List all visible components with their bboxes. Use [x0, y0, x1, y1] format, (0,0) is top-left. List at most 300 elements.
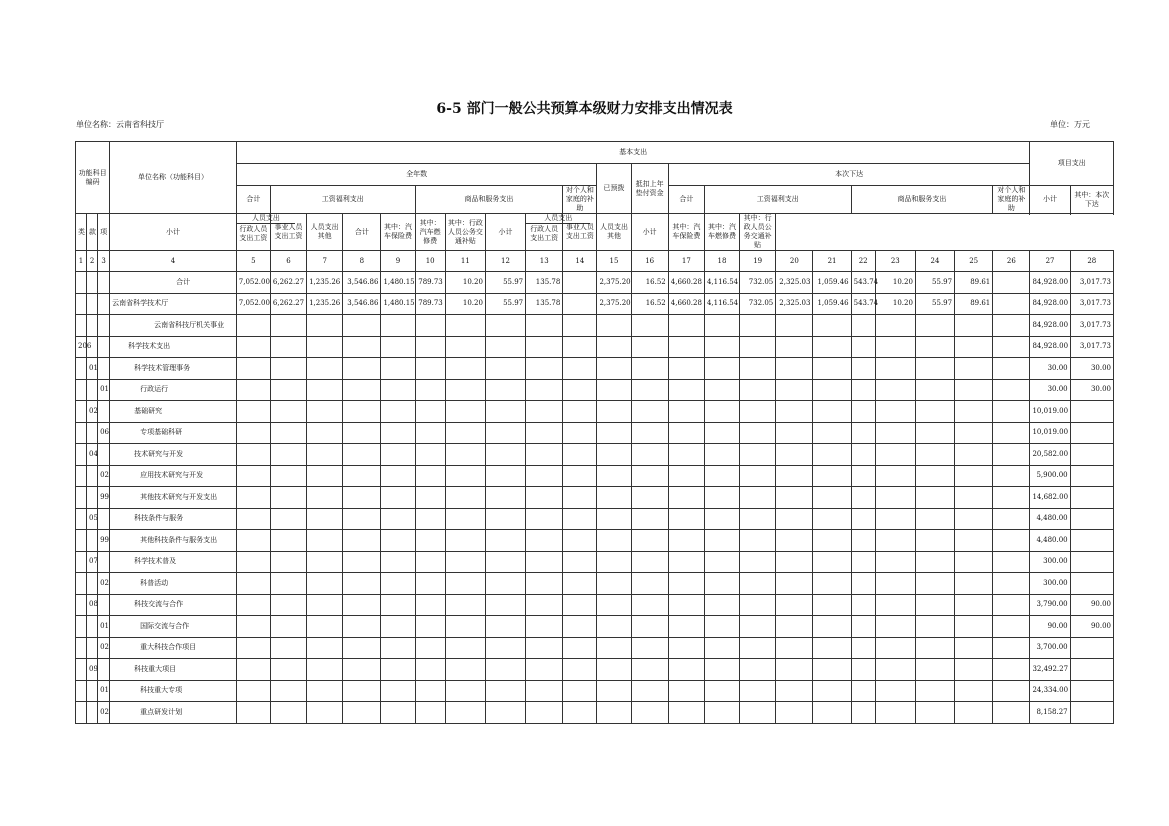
- value-cell: [631, 508, 668, 530]
- value-cell: [307, 315, 343, 337]
- value-cell: [915, 659, 954, 681]
- value-cell: [813, 637, 851, 659]
- value-cell: [445, 637, 485, 659]
- value-cell: [851, 508, 875, 530]
- value-cell: [631, 401, 668, 423]
- value-cell: [875, 659, 915, 681]
- code-xiang-cell: [98, 336, 110, 358]
- index-cell: 10: [415, 251, 445, 272]
- index-cell: 23: [875, 251, 915, 272]
- value-cell: [915, 530, 954, 552]
- value-cell: [740, 530, 776, 552]
- value-cell: [563, 358, 597, 380]
- value-cell: [955, 573, 993, 595]
- value-cell: [563, 530, 597, 552]
- value-cell: [445, 336, 485, 358]
- value-cell: [307, 422, 343, 444]
- value-cell: [776, 530, 813, 552]
- unit-name-cell: 科技交流与合作: [110, 594, 237, 616]
- code-kuan-cell: [87, 315, 98, 337]
- value-cell: [631, 422, 668, 444]
- value-cell: [236, 336, 270, 358]
- index-cell: 8: [343, 251, 381, 272]
- value-cell: [445, 551, 485, 573]
- value-cell: [1070, 551, 1113, 573]
- value-cell: [851, 637, 875, 659]
- value-cell: [415, 637, 445, 659]
- value-cell: [485, 465, 525, 487]
- value-cell: [343, 508, 381, 530]
- value-cell: [381, 573, 415, 595]
- value-cell: [813, 659, 851, 681]
- value-cell: [415, 659, 445, 681]
- value-cell: [307, 487, 343, 509]
- value-cell: [381, 444, 415, 466]
- value-cell: [740, 487, 776, 509]
- value-cell: [955, 336, 993, 358]
- unit-name-cell: 技术研究与开发: [110, 444, 237, 466]
- value-cell: [993, 680, 1030, 702]
- value-cell: [415, 487, 445, 509]
- value-cell: [631, 487, 668, 509]
- unit-name-cell: 合计: [110, 272, 237, 294]
- code-kuan-cell: [87, 530, 98, 552]
- value-cell: [343, 444, 381, 466]
- value-cell: 55.97: [485, 293, 525, 315]
- value-cell: [236, 487, 270, 509]
- value-cell: 84,928.00: [1030, 336, 1070, 358]
- value-cell: [236, 444, 270, 466]
- index-cell: 7: [307, 251, 343, 272]
- value-cell: [631, 637, 668, 659]
- value-cell: [993, 659, 1030, 681]
- value-cell: [597, 358, 631, 380]
- value-cell: [597, 508, 631, 530]
- value-cell: 90.00: [1070, 616, 1113, 638]
- value-cell: [563, 444, 597, 466]
- value-cell: [343, 422, 381, 444]
- value-cell: [955, 487, 993, 509]
- code-xiang-cell: 99: [98, 487, 110, 509]
- unit-col-header: 单位名称（功能科目）: [110, 142, 237, 214]
- value-cell: [270, 680, 306, 702]
- value-cell: [668, 551, 704, 573]
- value-cell: 2,325.03: [776, 293, 813, 315]
- value-cell: [307, 702, 343, 724]
- unit-name-cell: 其他技术研究与开发支出: [110, 487, 237, 509]
- value-cell: [597, 487, 631, 509]
- unit-name-cell: 科技重大项目: [110, 659, 237, 681]
- code-kuan-cell: 07: [87, 551, 98, 573]
- fy-total-header: 合计: [236, 186, 270, 214]
- table-row: [76, 573, 1114, 595]
- value-cell: [236, 315, 270, 337]
- value-cell: [993, 594, 1030, 616]
- code-xiang-cell: 01: [98, 680, 110, 702]
- value-cell: 10,019.00: [1030, 422, 1070, 444]
- value-cell: [381, 551, 415, 573]
- unit-name-cell: 应用技术研究与开发: [110, 465, 237, 487]
- value-cell: 300.00: [1030, 573, 1070, 595]
- value-cell: 3,017.73: [1070, 293, 1113, 315]
- code-lei-cell: [76, 594, 87, 616]
- value-cell: [597, 637, 631, 659]
- value-cell: 4,480.00: [1030, 508, 1070, 530]
- tt-goods-header: 商品和服务支出: [851, 186, 993, 214]
- value-cell: [813, 702, 851, 724]
- value-cell: 55.97: [915, 293, 954, 315]
- value-cell: [740, 659, 776, 681]
- index-cell: 16: [631, 251, 668, 272]
- value-cell: [704, 659, 739, 681]
- value-cell: [813, 379, 851, 401]
- value-cell: [1070, 508, 1113, 530]
- index-cell: 22: [851, 251, 875, 272]
- unit-name-cell: 科技重大专项: [110, 680, 237, 702]
- value-cell: [915, 315, 954, 337]
- value-cell: [875, 530, 915, 552]
- value-cell: [526, 487, 563, 509]
- value-cell: [776, 358, 813, 380]
- index-row: [76, 251, 1114, 272]
- code-kuan-cell: [87, 487, 98, 509]
- code-lei-cell: [76, 530, 87, 552]
- code-xiang-cell: 01: [98, 616, 110, 638]
- report-title: 6-5 部门一般公共预算本级财力安排支出情况表: [436, 101, 733, 117]
- value-cell: [993, 422, 1030, 444]
- code-kuan-cell: [87, 272, 98, 294]
- table-row: [76, 358, 1114, 380]
- unit-name-cell: 专项基础科研: [110, 422, 237, 444]
- project-this-header: 其中：本次下达: [1070, 186, 1113, 214]
- code-kuan-cell: [87, 680, 98, 702]
- value-cell: 3,017.73: [1070, 336, 1113, 358]
- value-cell: 20,582.00: [1030, 444, 1070, 466]
- value-cell: [776, 659, 813, 681]
- value-cell: [776, 637, 813, 659]
- table-row: [76, 508, 1114, 530]
- value-cell: [993, 551, 1030, 573]
- code-kuan-cell: 04: [87, 444, 98, 466]
- value-cell: [875, 616, 915, 638]
- fy-wage-subtotal-header: 小计: [110, 214, 237, 251]
- value-cell: [631, 573, 668, 595]
- value-cell: [813, 508, 851, 530]
- value-cell: [343, 637, 381, 659]
- value-cell: [381, 659, 415, 681]
- value-cell: [668, 530, 704, 552]
- value-cell: [813, 551, 851, 573]
- data-rows-body: [76, 272, 1114, 724]
- index-cell: 21: [813, 251, 851, 272]
- value-cell: [740, 379, 776, 401]
- value-cell: [236, 465, 270, 487]
- value-cell: [307, 508, 343, 530]
- value-cell: [813, 530, 851, 552]
- value-cell: [631, 315, 668, 337]
- fy-personal-header: 对个人和家庭的补助: [563, 186, 597, 214]
- code-xiang-cell: 06: [98, 422, 110, 444]
- code-xiang-cell: 02: [98, 637, 110, 659]
- value-cell: [343, 616, 381, 638]
- value-cell: [993, 444, 1030, 466]
- index-cell: 19: [740, 251, 776, 272]
- value-cell: 16.52: [631, 293, 668, 315]
- value-cell: [851, 444, 875, 466]
- value-cell: [993, 293, 1030, 315]
- value-cell: [704, 702, 739, 724]
- code-xiang-cell: [98, 444, 110, 466]
- value-cell: [563, 616, 597, 638]
- value-cell: [270, 594, 306, 616]
- code-lei-cell: [76, 422, 87, 444]
- value-cell: [307, 444, 343, 466]
- xiang-header: 项: [98, 214, 110, 251]
- value-cell: [236, 401, 270, 423]
- value-cell: 4,660.28: [668, 293, 704, 315]
- value-cell: [597, 422, 631, 444]
- index-cell: 4: [110, 251, 237, 272]
- value-cell: [955, 465, 993, 487]
- value-cell: [445, 573, 485, 595]
- table-row: [76, 680, 1114, 702]
- unit-name-cell: 科技条件与服务: [110, 508, 237, 530]
- value-cell: [668, 637, 704, 659]
- value-cell: [813, 401, 851, 423]
- value-cell: [415, 336, 445, 358]
- code-kuan-cell: 09: [87, 659, 98, 681]
- value-cell: [704, 551, 739, 573]
- value-cell: [307, 573, 343, 595]
- value-cell: [993, 336, 1030, 358]
- value-cell: [415, 530, 445, 552]
- value-cell: [445, 680, 485, 702]
- value-cell: [631, 336, 668, 358]
- value-cell: [740, 508, 776, 530]
- value-cell: [955, 659, 993, 681]
- value-cell: [597, 702, 631, 724]
- value-cell: [236, 422, 270, 444]
- value-cell: [381, 594, 415, 616]
- value-cell: [704, 444, 739, 466]
- code-xiang-cell: [98, 551, 110, 573]
- value-cell: [270, 508, 306, 530]
- value-cell: 4,116.54: [704, 293, 739, 315]
- value-cell: [875, 336, 915, 358]
- value-cell: [915, 594, 954, 616]
- value-cell: [1070, 659, 1113, 681]
- value-cell: [955, 401, 993, 423]
- value-cell: [563, 272, 597, 294]
- index-cell: 27: [1030, 251, 1070, 272]
- value-cell: [526, 573, 563, 595]
- value-cell: 1,059.46: [813, 272, 851, 294]
- value-cell: 84,928.00: [1030, 293, 1070, 315]
- value-cell: [445, 465, 485, 487]
- value-cell: [236, 508, 270, 530]
- value-cell: [813, 616, 851, 638]
- value-cell: [1070, 422, 1113, 444]
- value-cell: 3,017.73: [1070, 315, 1113, 337]
- value-cell: [704, 594, 739, 616]
- value-cell: [955, 551, 993, 573]
- code-lei-cell: [76, 573, 87, 595]
- value-cell: [740, 594, 776, 616]
- unit-name-cell: 基础研究: [110, 401, 237, 423]
- table-row: [76, 315, 1114, 337]
- value-cell: [445, 379, 485, 401]
- table-row: [76, 702, 1114, 724]
- value-cell: [740, 702, 776, 724]
- code-lei-cell: [76, 315, 87, 337]
- value-cell: [776, 702, 813, 724]
- value-cell: 4,116.54: [704, 272, 739, 294]
- value-cell: [704, 508, 739, 530]
- func-code-header: 功能科目编码: [76, 142, 110, 214]
- value-cell: [445, 358, 485, 380]
- value-cell: [1070, 637, 1113, 659]
- code-lei-cell: [76, 379, 87, 401]
- value-cell: [704, 422, 739, 444]
- value-cell: [851, 551, 875, 573]
- value-cell: [1070, 465, 1113, 487]
- value-cell: [668, 573, 704, 595]
- value-cell: 84,928.00: [1030, 315, 1070, 337]
- value-cell: [343, 702, 381, 724]
- value-cell: [776, 573, 813, 595]
- code-kuan-cell: [87, 379, 98, 401]
- value-cell: 10.20: [445, 293, 485, 315]
- value-cell: [415, 680, 445, 702]
- code-xiang-cell: 02: [98, 573, 110, 595]
- value-cell: [526, 530, 563, 552]
- index-cell: 13: [526, 251, 563, 272]
- value-cell: [381, 702, 415, 724]
- value-cell: 789.73: [415, 272, 445, 294]
- value-cell: [631, 659, 668, 681]
- value-cell: [485, 422, 525, 444]
- value-cell: [307, 379, 343, 401]
- value-cell: [445, 444, 485, 466]
- value-cell: [668, 680, 704, 702]
- value-cell: [415, 702, 445, 724]
- value-cell: [307, 358, 343, 380]
- value-cell: [776, 379, 813, 401]
- value-cell: [343, 401, 381, 423]
- value-cell: [445, 508, 485, 530]
- index-cell: 26: [993, 251, 1030, 272]
- value-cell: [415, 616, 445, 638]
- value-cell: [668, 702, 704, 724]
- value-cell: 7,052.00: [236, 272, 270, 294]
- value-cell: [915, 702, 954, 724]
- value-cell: [704, 637, 739, 659]
- value-cell: [993, 379, 1030, 401]
- value-cell: [343, 336, 381, 358]
- tt-admin-wage-header: 人员支出 行政人员支出工资: [526, 214, 563, 251]
- value-cell: 55.97: [915, 272, 954, 294]
- value-cell: [415, 401, 445, 423]
- value-cell: [915, 465, 954, 487]
- full-year-header: 全年数: [236, 164, 597, 186]
- fy-traffic-subsidy-header: 其中：行政人员公务交通补贴: [445, 214, 485, 251]
- value-cell: [445, 422, 485, 444]
- index-cell: 14: [563, 251, 597, 272]
- value-cell: [597, 401, 631, 423]
- value-cell: [485, 358, 525, 380]
- value-cell: [993, 530, 1030, 552]
- value-cell: [704, 530, 739, 552]
- value-cell: [915, 573, 954, 595]
- fy-admin-wage-header: 人员支出 行政人员支出工资: [236, 214, 270, 251]
- value-cell: [597, 573, 631, 595]
- value-cell: 543.74: [851, 272, 875, 294]
- value-cell: [668, 422, 704, 444]
- value-cell: 543.74: [851, 293, 875, 315]
- tt-wage-header: 工资福利支出: [704, 186, 851, 214]
- value-cell: [875, 465, 915, 487]
- code-lei-cell: [76, 637, 87, 659]
- unit-name-cell: 国际交流与合作: [110, 616, 237, 638]
- value-cell: [704, 379, 739, 401]
- value-cell: [381, 680, 415, 702]
- code-lei-cell: [76, 551, 87, 573]
- fy-goods-total-header: 合计: [343, 214, 381, 251]
- value-cell: [563, 293, 597, 315]
- value-cell: [631, 444, 668, 466]
- value-cell: [526, 508, 563, 530]
- value-cell: [1070, 401, 1113, 423]
- value-cell: [307, 336, 343, 358]
- value-cell: [445, 530, 485, 552]
- value-cell: [343, 315, 381, 337]
- index-row-body: [76, 251, 1114, 272]
- value-cell: [993, 358, 1030, 380]
- value-cell: [270, 616, 306, 638]
- lei-header: 类: [76, 214, 87, 251]
- value-cell: [445, 594, 485, 616]
- value-cell: 6,262.27: [270, 293, 306, 315]
- value-cell: 3,546.86: [343, 293, 381, 315]
- code-kuan-cell: [87, 573, 98, 595]
- value-cell: [875, 702, 915, 724]
- value-cell: 732.05: [740, 272, 776, 294]
- index-cell: 1: [76, 251, 87, 272]
- unit-name-cell: 云南省科技厅机关事业: [110, 315, 237, 337]
- table-row: [76, 594, 1114, 616]
- value-cell: [343, 659, 381, 681]
- value-cell: [343, 487, 381, 509]
- offset-header: 抵扣上年垫付资金: [631, 164, 668, 214]
- value-cell: [485, 573, 525, 595]
- value-cell: [704, 336, 739, 358]
- value-cell: [704, 616, 739, 638]
- value-cell: [597, 336, 631, 358]
- fy-goods-header: 商品和服务支出: [415, 186, 563, 214]
- value-cell: [631, 379, 668, 401]
- value-cell: 2,325.03: [776, 272, 813, 294]
- value-cell: [813, 422, 851, 444]
- value-cell: 2,375.20: [597, 293, 631, 315]
- value-cell: [485, 315, 525, 337]
- table-row: [76, 616, 1114, 638]
- value-cell: [813, 573, 851, 595]
- tt-total-header: 合计: [668, 186, 704, 214]
- index-cell: 25: [955, 251, 993, 272]
- value-cell: [668, 315, 704, 337]
- value-cell: [343, 551, 381, 573]
- value-cell: [526, 358, 563, 380]
